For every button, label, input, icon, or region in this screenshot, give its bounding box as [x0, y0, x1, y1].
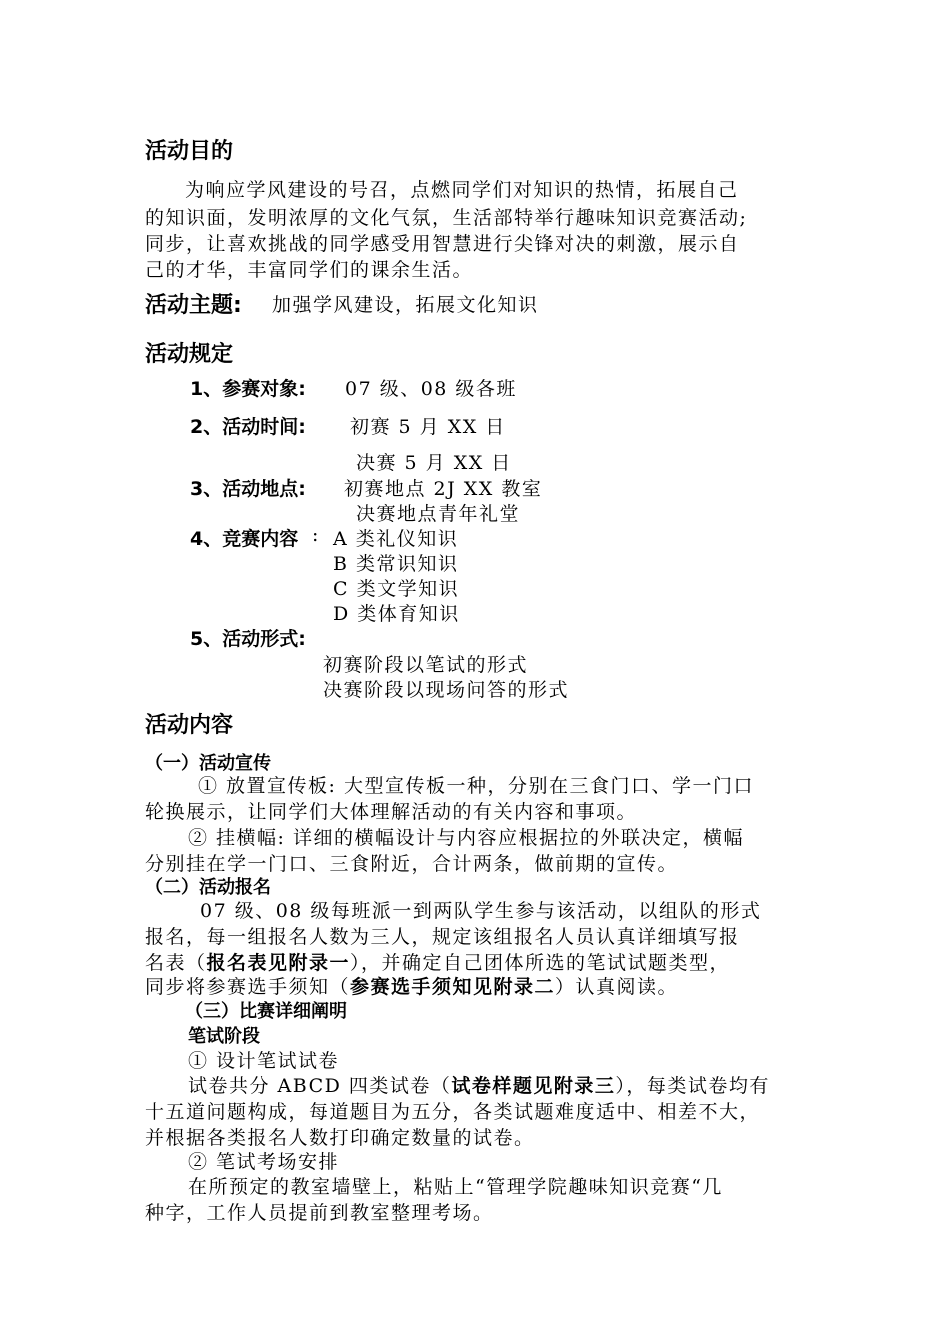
- rule-5-value-2: 决赛阶段以现场问答的形式: [323, 679, 570, 701]
- section-2-line-1: 07 级、08 级每班派一到两队学生参与该活动，以组队的形式: [200, 900, 762, 922]
- theme-label: 活动主题:: [145, 293, 242, 318]
- rule-4-label: 4、竞赛内容: [190, 528, 299, 550]
- rule-4-value-c: C 类文学知识: [333, 578, 460, 600]
- section-2-line-4: [145, 972, 678, 999]
- section-2-line-4-a: 同步将参赛选手须知（: [145, 976, 351, 998]
- section-1-p2-line-1: ② 挂横幅: 详细的横幅设计与内容应根据拉的外联决定，横幅: [188, 827, 744, 849]
- section-3-line-4: 在所预定的教室墙壁上，粘贴上“管理学院趣味知识竞赛“几: [188, 1176, 723, 1198]
- step-2-title: ② 笔试考场安排: [188, 1151, 340, 1173]
- section-2-line-4-c: ）认真阅读。: [555, 976, 679, 998]
- rule-4-value-d: D 类体育知识: [333, 603, 460, 625]
- rule-4-colon: :: [312, 524, 320, 546]
- rules-heading: 活动规定: [145, 342, 234, 367]
- section-2-line-3-c: ），并确定自己团体所选的笔试试题类型，: [350, 952, 731, 974]
- written-stage-title: 笔试阶段: [188, 1026, 260, 1047]
- section-2-line-2: 报名，每一组报名人数为三人，规定该组报名人员认真详细填写报: [145, 926, 740, 948]
- purpose-line-1: 为响应学风建设的号召，点燃同学们对知识的热情，拓展自己: [185, 179, 739, 201]
- rule-2-value-1: 初赛 5 月 XX 日: [350, 416, 506, 438]
- rule-2-label: 2、活动时间:: [190, 416, 306, 438]
- section-1-p2-line-2: 分别挂在学一门口、三食附近，合计两条，做前期的宣传。: [145, 853, 679, 875]
- section-1-title: （一）活动宣传: [145, 753, 271, 774]
- rule-5-label: 5、活动形式:: [190, 628, 306, 650]
- rule-3-value-1: 初赛地点 2J XX 教室: [344, 478, 543, 500]
- section-1-p1-line-2: 轮换展示，让同学们大体理解活动的有关内容和事项。: [145, 801, 638, 823]
- section-1-p1-line-1: ① 放置宣传板: 大型宣传板一种，分别在三食门口、学一门口: [198, 775, 754, 797]
- section-2-line-3: [145, 948, 730, 975]
- section-3-title: （三）比赛详细阐明: [185, 1001, 347, 1022]
- rule-5-value-1: 初赛阶段以笔试的形式: [323, 654, 529, 676]
- section-2-title: （二）活动报名: [145, 877, 271, 898]
- appendix-1-ref: 报名表见附录一: [206, 952, 351, 974]
- purpose-line-3: 同步，让喜欢挑战的同学感受用智慧进行尖锋对决的刺激，展示自: [145, 233, 740, 255]
- step-1-title: ① 设计笔试试卷: [188, 1050, 340, 1072]
- rule-1-value: 07 级、08 级各班: [345, 378, 517, 400]
- content-heading: 活动内容: [145, 713, 234, 738]
- rule-2-value-2: 决赛 5 月 XX 日: [356, 452, 512, 474]
- rule-4-value-b: B 类常识知识: [333, 553, 459, 575]
- section-3-line-5: 种字，工作人员提前到教室整理考场。: [145, 1202, 494, 1224]
- section-3-line-1: [188, 1071, 770, 1098]
- purpose-heading: 活动目的: [145, 139, 234, 164]
- appendix-2-ref: 参赛选手须知见附录二: [350, 976, 556, 998]
- rule-3-value-2: 决赛地点青年礼堂: [356, 503, 521, 525]
- purpose-line-4: 己的才华，丰富同学们的课余生活。: [145, 259, 474, 281]
- section-3-line-2: 十五道问题构成，每道题目为五分，各类试题难度适中、相差不大，: [145, 1101, 761, 1123]
- theme-value: 加强学风建设，拓展文化知识: [272, 294, 539, 316]
- section-3-line-3: 并根据各类报名人数打印确定数量的试卷。: [145, 1127, 535, 1149]
- appendix-3-ref: 试卷样题见附录三: [451, 1075, 616, 1097]
- rule-1-label: 1、参赛对象:: [190, 378, 306, 400]
- section-3-line-1-a: 试卷共分 ABCD 四类试卷（: [188, 1075, 452, 1097]
- section-3-line-1-c: ），每类试卷均有: [615, 1075, 770, 1097]
- purpose-line-2: 的知识面，发明浓厚的文化气氛，生活部特举行趣味知识竞赛活动;: [145, 207, 748, 229]
- rule-4-value-a: A 类礼仪知识: [333, 528, 459, 550]
- rule-3-label: 3、活动地点:: [190, 478, 306, 500]
- section-2-line-3-a: 名表（: [145, 952, 207, 974]
